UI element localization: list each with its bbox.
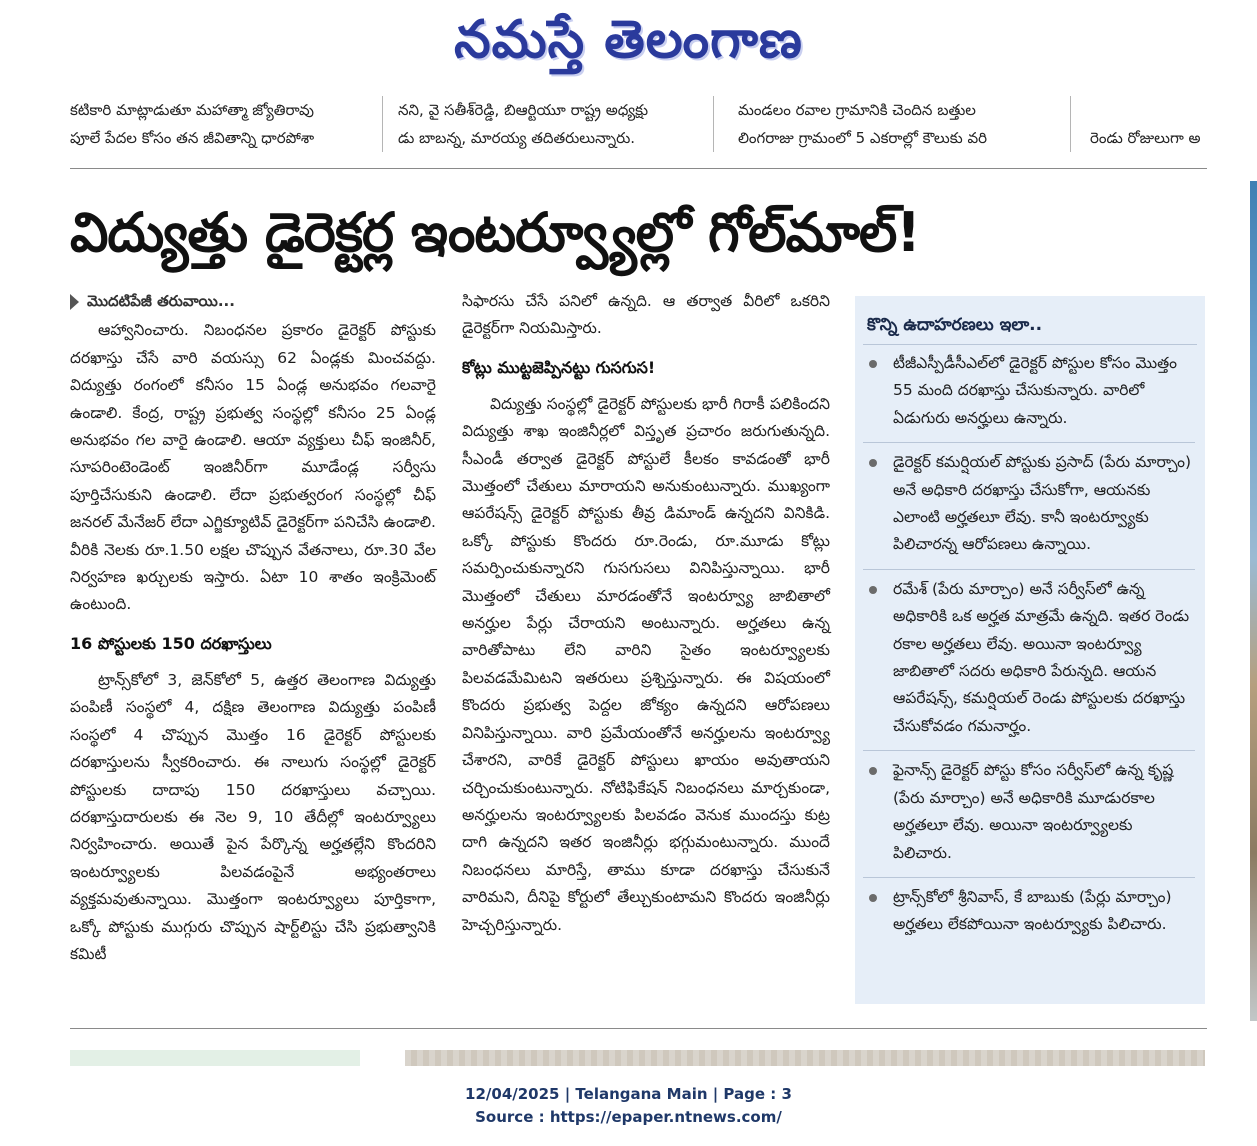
sidebar-list bbox=[863, 350, 1195, 955]
list-item-text: టీజీఎస్పీడీసీఎల్‌లో డైరెక్టర్ పోస్టుల కోసం మొత్తం 55 మంది దరఖాస్తు చేసుకున్నారు. వారిలో ఏడుగురు అనర్హులు ఉన్నారు. bbox=[893, 354, 1178, 427]
paragraph: సిఫారసు చేసే పనిలో ఉన్నది. ఆ తర్వాత వీరిలో ఒకరిని డైరెక్టర్‌గా నియమిస్తారు. bbox=[462, 292, 830, 338]
adjacent-photo bbox=[405, 1050, 1205, 1066]
list-item bbox=[863, 757, 1195, 878]
bullet-icon bbox=[869, 767, 877, 775]
list-item-text: డైరెక్టర్ కమర్షియల్ పోస్టుకు ప్రసాద్ (పేరు మార్చాం) అనే అధికారి దరఖాస్తు చేసుకోగా, ఆయనకు ఎలాంటి అర్హతలూ లేవు. కానీ ఇంటర్వ్యూకు పిలిచారన్న ఆరోపణలు ఉన్నాయి. bbox=[893, 453, 1192, 554]
article-column-2 bbox=[462, 288, 830, 939]
strip-line: కటికారి మాట్లాడుతూ మహాత్మా జ్యోతిరావు bbox=[70, 101, 315, 119]
adjacent-box bbox=[70, 1050, 360, 1066]
bullet-icon bbox=[869, 894, 877, 902]
strip-line: రెండు రోజులుగా అ bbox=[1090, 129, 1201, 147]
continued-label bbox=[70, 288, 436, 315]
top-strip-col-2 bbox=[398, 96, 698, 156]
top-rule bbox=[70, 168, 1207, 169]
strip-divider bbox=[713, 96, 714, 152]
list-item bbox=[863, 884, 1195, 949]
headline: విద్యుత్తు డైరెక్టర్ల ఇంటర్వ్యూల్లో గోల్‌మాల్‌! bbox=[70, 201, 920, 264]
strip-line: లింగరాజు గ్రామంలో 5 ఎకరాల్లో కౌలుకు వరి bbox=[738, 129, 988, 147]
bullet-icon bbox=[869, 586, 877, 594]
strip-line: నని, వై సతీశ్‌రెడ్డి, బిఆర్టియూ రాష్ట్ర అధ్యక్షు bbox=[398, 101, 649, 119]
subheading: 16 పోస్టులకు 150 దరఖాస్తులు bbox=[70, 633, 272, 653]
article-column-1 bbox=[70, 288, 436, 968]
paragraph: ఆహ్వానించారు. నిబంధనల ప్రకారం డైరెక్టర్ పోస్టుకు దరఖాస్తు చేసే వారి వయస్సు 62 ఏండ్లకు మించవద్దు. విద్యుత్తు రంగంలో కనీసం 15 ఏండ్ల అనుభవం గలవారై ఉండాలి. కేంద్ర, రాష్ట్ర ప్రభుత్వ సంస్థల్లో కనీసం 25 ఏండ్ల అనుభవం గల వారై ఉండాలి. ఆయా వ్యక్తులు చీఫ్ ఇంజినీర్, సూపరింటెండెంట్ ఇంజినీర్‌గా మూడేండ్ల సర్వీసు పూర్తిచేసుకుని ఉండాలి. లేదా ప్రభుత్వరంగ సంస్థల్లో చీఫ్ జనరల్ మేనేజర్ లేదా ఎగ్జిక్యూటివ్ డైరెక్టర్‌గా పనిచేసి ఉండాలి. వీరికి నెలకు రూ.1.50 లక్షల చొప్పున వేతనాలు, రూ.30 వేల నిర్వహణ ఖర్చులకు ఇస్తారు. ఏటా 10 శాతం ఇంక్రిమెంట్ ఉంటుంది. bbox=[70, 321, 436, 614]
footer-date-line: 12/04/2025 | Telangana Main | Page : 3 bbox=[465, 1085, 792, 1103]
list-item-text: ఫైనాన్స్ డైరెక్టర్ పోస్టు కోసం సర్వీస్‌లో ఉన్న కృష్ణ (పేరు మార్చాం) అనే అధికారికి మూడురకాల అర్హతలూ లేవు. అయినా ఇంటర్వ్యూలకు పిలిచారు. bbox=[893, 761, 1174, 862]
continued-text: మొదటిపేజీ తరువాయి... bbox=[87, 292, 235, 310]
bottom-rule bbox=[70, 1028, 1207, 1029]
sidebar-title: కొన్ని ఉదాహరణలు ఇలా.. bbox=[867, 315, 1043, 335]
arrow-right-icon bbox=[70, 294, 79, 310]
newspaper-logo: నమస్తే తెలంగాణ bbox=[454, 10, 803, 70]
list-item bbox=[863, 576, 1195, 751]
strip-line bbox=[1090, 96, 1257, 124]
examples-sidebar bbox=[855, 296, 1205, 1004]
strip-line: మండలం రవాల గ్రామానికి చెందిన బత్తుల bbox=[738, 101, 976, 119]
top-strip-col-4 bbox=[1090, 96, 1257, 156]
paragraph: ట్రాన్స్‌కోలో 3, జెన్‌కోలో 5, ఉత్తర తెలంగాణ విద్యుత్తు పంపిణీ సంస్థలో 4, దక్షిణ తెలంగాణ విద్యుత్తు పంపిణీ సంస్థలో 4 చొప్పున మొత్తం 16 డైరెక్టర్ పోస్టులకు దరఖాస్తులను స్వీకరించారు. ఈ నాలుగు సంస్థల్లో డైరెక్టర్ పోస్టులకు దాదాపు 150 దరఖాస్తులు వచ్చాయి. దరఖాస్తుదారులకు ఈ నెల 9, 10 తేదీల్లో ఇంటర్వ్యూలు నిర్వహించారు. అయితే పైన పేర్కొన్న అర్హతల్లేని కొందరిని ఇంటర్వ్యూలకు పిలవడంపైనే అభ్యంతరాలు వ్యక్తమవుతున్నాయి. మొత్తంగా ఇంటర్వ్యూలు పూర్తికాగా, ఒక్కో పోస్టుకు ముగ్గురు చొప్పున షార్ట్‌లిస్టు చేసి ప్రభుత్వానికి కమిటీ bbox=[70, 670, 436, 963]
strip-line: పూలే పేదల కోసం తన జీవితాన్ని ధారపోశా bbox=[70, 129, 315, 147]
list-item bbox=[863, 449, 1195, 570]
list-item-text: రమేశ్ (పేరు మార్చాం) అనే సర్వీస్‌లో ఉన్న అధికారికి ఒక అర్హత మాత్రమే ఉన్నది. ఇతర రెండు రకాల అర్హతలు లేవు. అయినా ఇంటర్వ్యూ జాబితాలో సదరు అధికారి పేరున్నది. ఆయన ఆపరేషన్స్, కమర్షియల్ రెండు పోస్టులకు దరఖాస్తు చేసుకోవడం గమనార్హం. bbox=[893, 579, 1190, 735]
adjacent-photo-edge bbox=[1250, 181, 1257, 1021]
subheading: కోట్లు ముట్టజెప్పినట్టు గుసగుస! bbox=[462, 357, 656, 377]
top-strip-col-1 bbox=[70, 96, 370, 156]
strip-line: డు బాబన్న, మారయ్య తదితరులున్నారు. bbox=[398, 129, 636, 147]
list-item-text: ట్రాన్స్‌కోలో శ్రీనివాస్, కే బాబుకు (పేర్లు మార్చాం) అర్హతలు లేకపోయినా ఇంటర్వ్యూకు పిలిచారు. bbox=[893, 887, 1172, 934]
top-strip-col-3 bbox=[738, 96, 1048, 156]
strip-divider bbox=[1070, 96, 1071, 152]
bullet-icon bbox=[869, 459, 877, 467]
paragraph: విద్యుత్తు సంస్థల్లో డైరెక్టర్ పోస్టులకు భారీ గిరాకీ పలికిందని విద్యుత్తు శాఖ ఇంజినీర్లలో విస్తృత ప్రచారం జరుగుతున్నది. సీఎండీ తర్వాత డైరెక్టర్ పోస్టులే కీలకం కావడంతో భారీ మొత్తంలో చేతులు మారాయని అనుకుంటున్నారు. ముఖ్యంగా ఆపరేషన్స్ డైరెక్టర్ పోస్టుకు తీవ్ర డిమాండ్ ఉన్నదని వినికిడి. ఒక్కో పోస్టుకు కొందరు రూ.రెండు, రూ.మూడు కోట్లు సమర్పించుకున్నారని గుసగుసలు వినిపిస్తున్నాయి. భారీ మొత్తంలో చేతులు మారడంతోనే ఇంటర్వ్యూ జాబితాలో అనర్హుల పేర్లు చేరాయని అంటున్నారు. అర్హతలు ఉన్న వారితోపాటు లేని వారిని సైతం ఇంటర్వ్యూలకు పిలవడమేమిటని ఇతరులు ప్రశ్నిస్తున్నారు. ఈ విషయంలో కొందరు ప్రభుత్వ పెద్దల జోక్యం ఉన్నదని ఆరోపణలు వినిపిస్తున్నాయి. వారి ప్రమేయంతోనే అనర్హులను ఇంటర్వ్యూ చేశారని, వారికే డైరెక్టర్ పోస్టులు ఖాయం అవుతాయని చర్చించుకుంటున్నారు. నోటిఫికేషన్ నిబంధనలు మార్చకుండా, అనర్హులను ఇంటర్వ్యూలకు పిలవడం వెనుక ముందస్తు కుట్ర దాగి ఉన్నదని ఇతర ఇంజినీర్లు భగ్గుమంటున్నారు. ముందే నిబంధనలు మారిస్తే, తాము కూడా దరఖాస్తు చేసుకునే వారిమని, దీనిపై కోర్టులో తేల్చుకుంటామని కొందరు ఇంజినీర్లు హెచ్చరిస్తున్నారు. bbox=[462, 394, 830, 934]
strip-divider bbox=[382, 96, 383, 152]
masthead bbox=[0, 0, 1257, 82]
bullet-icon bbox=[869, 360, 877, 368]
footer-source-line: Source : https://epaper.ntnews.com/ bbox=[475, 1108, 782, 1126]
list-item bbox=[863, 350, 1195, 443]
sidebar-divider bbox=[863, 344, 1197, 345]
